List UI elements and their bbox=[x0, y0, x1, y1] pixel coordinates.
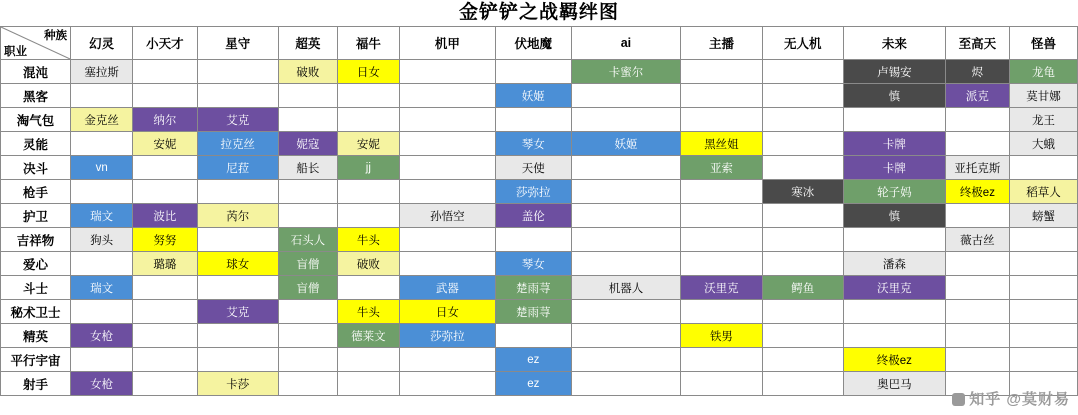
column-header: 福牛 bbox=[337, 27, 399, 60]
empty-cell bbox=[399, 348, 495, 372]
empty-cell bbox=[571, 108, 681, 132]
empty-cell bbox=[278, 324, 337, 348]
empty-cell bbox=[278, 84, 337, 108]
column-header: 超英 bbox=[278, 27, 337, 60]
empty-cell bbox=[681, 228, 762, 252]
champion-cell[interactable]: 慎 bbox=[843, 84, 945, 108]
champion-cell[interactable]: 日女 bbox=[399, 300, 495, 324]
column-header: 星守 bbox=[197, 27, 278, 60]
empty-cell bbox=[571, 300, 681, 324]
empty-cell bbox=[71, 180, 133, 204]
empty-cell bbox=[197, 276, 278, 300]
empty-cell bbox=[762, 84, 843, 108]
champion-cell[interactable]: 安妮 bbox=[133, 132, 197, 156]
column-header: ai bbox=[571, 27, 681, 60]
empty-cell bbox=[762, 132, 843, 156]
empty-cell bbox=[1010, 348, 1078, 372]
champion-cell[interactable]: 天使 bbox=[495, 156, 571, 180]
empty-cell bbox=[681, 60, 762, 84]
empty-cell bbox=[945, 252, 1009, 276]
champion-cell[interactable]: 大蛾 bbox=[1010, 132, 1078, 156]
empty-cell bbox=[133, 180, 197, 204]
champion-cell[interactable]: 破败 bbox=[278, 60, 337, 84]
empty-cell bbox=[762, 300, 843, 324]
empty-cell bbox=[399, 108, 495, 132]
champion-cell[interactable]: ez bbox=[495, 348, 571, 372]
row-header: 吉祥物 bbox=[1, 228, 71, 252]
table-row bbox=[1, 300, 1078, 324]
empty-cell bbox=[571, 372, 681, 396]
empty-cell bbox=[337, 180, 399, 204]
row-header: 爱心 bbox=[1, 252, 71, 276]
empty-cell bbox=[133, 276, 197, 300]
empty-cell bbox=[571, 204, 681, 228]
empty-cell bbox=[197, 348, 278, 372]
table-row bbox=[1, 156, 1078, 180]
empty-cell bbox=[762, 252, 843, 276]
empty-cell bbox=[399, 84, 495, 108]
champion-cell[interactable]: 龙王 bbox=[1010, 108, 1078, 132]
champion-cell[interactable]: 瑞文 bbox=[71, 276, 133, 300]
champion-cell[interactable]: 盖伦 bbox=[495, 204, 571, 228]
champion-cell[interactable]: 努努 bbox=[133, 228, 197, 252]
empty-cell bbox=[197, 180, 278, 204]
empty-cell bbox=[337, 276, 399, 300]
champion-cell[interactable]: vn bbox=[71, 156, 133, 180]
empty-cell bbox=[681, 300, 762, 324]
column-header: 无人机 bbox=[762, 27, 843, 60]
champion-cell[interactable]: 日女 bbox=[337, 60, 399, 84]
empty-cell bbox=[495, 60, 571, 84]
table-row bbox=[1, 276, 1078, 300]
champion-cell[interactable]: 盲僧 bbox=[278, 276, 337, 300]
synergy-table bbox=[0, 26, 1078, 396]
champion-cell[interactable]: 卡蜜尔 bbox=[571, 60, 681, 84]
champion-cell[interactable]: 艾克 bbox=[197, 300, 278, 324]
empty-cell bbox=[945, 348, 1009, 372]
champion-cell[interactable]: 铁男 bbox=[681, 324, 762, 348]
champion-cell[interactable]: 卢锡安 bbox=[843, 60, 945, 84]
champion-cell[interactable]: 拉克丝 bbox=[197, 132, 278, 156]
empty-cell bbox=[278, 348, 337, 372]
row-header: 灵能 bbox=[1, 132, 71, 156]
empty-cell bbox=[681, 252, 762, 276]
table-row bbox=[1, 348, 1078, 372]
empty-cell bbox=[197, 60, 278, 84]
row-header: 射手 bbox=[1, 372, 71, 396]
empty-cell bbox=[337, 204, 399, 228]
row-header: 斗士 bbox=[1, 276, 71, 300]
empty-cell bbox=[1010, 252, 1078, 276]
empty-cell bbox=[495, 324, 571, 348]
table-row bbox=[1, 108, 1078, 132]
champion-cell[interactable]: 牛头 bbox=[337, 300, 399, 324]
row-header: 混沌 bbox=[1, 60, 71, 84]
empty-cell bbox=[197, 228, 278, 252]
empty-cell bbox=[571, 228, 681, 252]
empty-cell bbox=[278, 300, 337, 324]
empty-cell bbox=[399, 228, 495, 252]
empty-cell bbox=[1010, 156, 1078, 180]
champion-cell[interactable]: 金克丝 bbox=[71, 108, 133, 132]
empty-cell bbox=[945, 300, 1009, 324]
empty-cell bbox=[495, 108, 571, 132]
empty-cell bbox=[399, 252, 495, 276]
champion-cell[interactable]: ez bbox=[495, 372, 571, 396]
champion-cell[interactable]: 沃里克 bbox=[843, 276, 945, 300]
watermark bbox=[952, 388, 1070, 409]
empty-cell bbox=[197, 324, 278, 348]
column-header: 小天才 bbox=[133, 27, 197, 60]
empty-cell bbox=[1010, 228, 1078, 252]
table-row bbox=[1, 204, 1078, 228]
table-row bbox=[1, 324, 1078, 348]
empty-cell bbox=[945, 204, 1009, 228]
empty-cell bbox=[681, 204, 762, 228]
empty-cell bbox=[133, 60, 197, 84]
champion-cell[interactable]: 薇古丝 bbox=[945, 228, 1009, 252]
empty-cell bbox=[399, 132, 495, 156]
empty-cell bbox=[399, 372, 495, 396]
champion-cell[interactable]: jj bbox=[337, 156, 399, 180]
champion-cell[interactable]: 莫甘娜 bbox=[1010, 84, 1078, 108]
champion-cell[interactable]: 莎弥拉 bbox=[399, 324, 495, 348]
empty-cell bbox=[571, 252, 681, 276]
empty-cell bbox=[133, 300, 197, 324]
champion-cell[interactable]: 楚雨荨 bbox=[495, 300, 571, 324]
column-header: 幻灵 bbox=[71, 27, 133, 60]
column-header: 怪兽 bbox=[1010, 27, 1078, 60]
empty-cell bbox=[399, 180, 495, 204]
column-header: 未来 bbox=[843, 27, 945, 60]
table-header-row bbox=[1, 27, 1078, 60]
empty-cell bbox=[71, 132, 133, 156]
empty-cell bbox=[681, 108, 762, 132]
champion-cell[interactable]: 艾克 bbox=[197, 108, 278, 132]
empty-cell bbox=[762, 108, 843, 132]
champion-cell[interactable]: 德莱文 bbox=[337, 324, 399, 348]
empty-cell bbox=[133, 372, 197, 396]
champion-cell[interactable]: 卡牌 bbox=[843, 156, 945, 180]
empty-cell bbox=[71, 84, 133, 108]
champion-cell[interactable]: 黑丝姐 bbox=[681, 132, 762, 156]
axis-corner bbox=[1, 27, 71, 60]
empty-cell bbox=[681, 180, 762, 204]
champion-cell[interactable]: 莎弥拉 bbox=[495, 180, 571, 204]
champion-cell[interactable]: 武器 bbox=[399, 276, 495, 300]
champion-cell[interactable]: 琴女 bbox=[495, 132, 571, 156]
axis-label-race: 种族 bbox=[44, 30, 68, 42]
champion-cell[interactable]: 派克 bbox=[945, 84, 1009, 108]
page-title: 金铲铲之战羁绊图 bbox=[458, 2, 619, 23]
empty-cell bbox=[762, 156, 843, 180]
champion-cell[interactable]: 牛头 bbox=[337, 228, 399, 252]
empty-cell bbox=[1010, 324, 1078, 348]
champion-cell[interactable]: 妖姬 bbox=[495, 84, 571, 108]
champion-cell[interactable]: 破败 bbox=[337, 252, 399, 276]
champion-cell[interactable]: 球女 bbox=[197, 252, 278, 276]
champion-cell[interactable]: 卡牌 bbox=[843, 132, 945, 156]
champion-cell[interactable]: 纳尔 bbox=[133, 108, 197, 132]
empty-cell bbox=[399, 60, 495, 84]
champion-cell[interactable]: 鳄鱼 bbox=[762, 276, 843, 300]
empty-cell bbox=[762, 60, 843, 84]
champion-cell[interactable]: 安妮 bbox=[337, 132, 399, 156]
champion-cell[interactable]: 沃里克 bbox=[681, 276, 762, 300]
champion-cell[interactable]: 稻草人 bbox=[1010, 180, 1078, 204]
row-header: 护卫 bbox=[1, 204, 71, 228]
empty-cell bbox=[1010, 276, 1078, 300]
empty-cell bbox=[571, 324, 681, 348]
champion-cell[interactable]: 尼菈 bbox=[197, 156, 278, 180]
column-header: 主播 bbox=[681, 27, 762, 60]
row-header: 平行宇宙 bbox=[1, 348, 71, 372]
champion-cell[interactable]: 楚雨荨 bbox=[495, 276, 571, 300]
empty-cell bbox=[399, 156, 495, 180]
zhihu-logo-icon bbox=[952, 393, 965, 406]
champion-cell[interactable]: 璐璐 bbox=[133, 252, 197, 276]
empty-cell bbox=[681, 84, 762, 108]
champion-cell[interactable]: 狗头 bbox=[71, 228, 133, 252]
empty-cell bbox=[278, 180, 337, 204]
empty-cell bbox=[71, 348, 133, 372]
champion-cell[interactable]: 琴女 bbox=[495, 252, 571, 276]
empty-cell bbox=[133, 324, 197, 348]
champion-cell[interactable]: 卡莎 bbox=[197, 372, 278, 396]
watermark-text: 知乎 @莫财易 bbox=[969, 391, 1070, 408]
column-header: 伏地魔 bbox=[495, 27, 571, 60]
table-body bbox=[1, 60, 1078, 396]
champion-cell[interactable]: 女枪 bbox=[71, 372, 133, 396]
empty-cell bbox=[762, 372, 843, 396]
empty-cell bbox=[133, 348, 197, 372]
champion-cell[interactable]: 终极ez bbox=[945, 180, 1009, 204]
table-row bbox=[1, 132, 1078, 156]
empty-cell bbox=[843, 108, 945, 132]
axis-label-job: 职业 bbox=[4, 46, 27, 58]
champion-cell[interactable]: 波比 bbox=[133, 204, 197, 228]
empty-cell bbox=[571, 180, 681, 204]
empty-cell bbox=[278, 204, 337, 228]
empty-cell bbox=[945, 276, 1009, 300]
champion-cell[interactable]: 潘森 bbox=[843, 252, 945, 276]
empty-cell bbox=[337, 348, 399, 372]
champion-cell[interactable]: 船长 bbox=[278, 156, 337, 180]
row-header: 秘术卫士 bbox=[1, 300, 71, 324]
empty-cell bbox=[71, 300, 133, 324]
row-header: 枪手 bbox=[1, 180, 71, 204]
empty-cell bbox=[843, 300, 945, 324]
row-header: 黑客 bbox=[1, 84, 71, 108]
empty-cell bbox=[571, 84, 681, 108]
column-header: 机甲 bbox=[399, 27, 495, 60]
champion-cell[interactable]: 芮尔 bbox=[197, 204, 278, 228]
table-row bbox=[1, 60, 1078, 84]
champion-cell[interactable]: 终极ez bbox=[843, 348, 945, 372]
column-header: 至高天 bbox=[945, 27, 1009, 60]
empty-cell bbox=[1010, 300, 1078, 324]
empty-cell bbox=[278, 372, 337, 396]
empty-cell bbox=[337, 84, 399, 108]
champion-cell[interactable]: 寒冰 bbox=[762, 180, 843, 204]
empty-cell bbox=[197, 84, 278, 108]
champion-cell[interactable]: 慎 bbox=[843, 204, 945, 228]
champion-cell[interactable]: 奥巴马 bbox=[843, 372, 945, 396]
empty-cell bbox=[843, 228, 945, 252]
empty-cell bbox=[571, 348, 681, 372]
champion-cell[interactable]: 龙龟 bbox=[1010, 60, 1078, 84]
champion-cell[interactable]: 亚索 bbox=[681, 156, 762, 180]
table-row bbox=[1, 180, 1078, 204]
empty-cell bbox=[945, 132, 1009, 156]
empty-cell bbox=[337, 108, 399, 132]
champion-cell[interactable]: 瑞文 bbox=[71, 204, 133, 228]
champion-cell[interactable]: 塞拉斯 bbox=[71, 60, 133, 84]
empty-cell bbox=[762, 324, 843, 348]
champion-cell[interactable]: 孙悟空 bbox=[399, 204, 495, 228]
table-row bbox=[1, 252, 1078, 276]
row-header: 淘气包 bbox=[1, 108, 71, 132]
empty-cell bbox=[278, 108, 337, 132]
empty-cell bbox=[945, 108, 1009, 132]
empty-cell bbox=[762, 204, 843, 228]
empty-cell bbox=[571, 156, 681, 180]
champion-cell[interactable]: 亚托克斯 bbox=[945, 156, 1009, 180]
table-row bbox=[1, 228, 1078, 252]
empty-cell bbox=[843, 324, 945, 348]
champion-cell[interactable]: 女枪 bbox=[71, 324, 133, 348]
champion-cell[interactable]: 机器人 bbox=[571, 276, 681, 300]
empty-cell bbox=[495, 228, 571, 252]
empty-cell bbox=[337, 372, 399, 396]
table-row bbox=[1, 84, 1078, 108]
champion-cell[interactable]: 妖姬 bbox=[571, 132, 681, 156]
champion-cell[interactable]: 烬 bbox=[945, 60, 1009, 84]
champion-cell[interactable]: 石头人 bbox=[278, 228, 337, 252]
row-header: 决斗 bbox=[1, 156, 71, 180]
champion-cell[interactable]: 轮子妈 bbox=[843, 180, 945, 204]
champion-cell[interactable]: 妮寇 bbox=[278, 132, 337, 156]
empty-cell bbox=[681, 348, 762, 372]
empty-cell bbox=[133, 84, 197, 108]
empty-cell bbox=[133, 156, 197, 180]
empty-cell bbox=[681, 372, 762, 396]
empty-cell bbox=[71, 252, 133, 276]
table-row bbox=[1, 372, 1078, 396]
empty-cell bbox=[762, 228, 843, 252]
champion-cell[interactable]: 盲僧 bbox=[278, 252, 337, 276]
row-header: 精英 bbox=[1, 324, 71, 348]
champion-cell[interactable]: 螃蟹 bbox=[1010, 204, 1078, 228]
empty-cell bbox=[945, 324, 1009, 348]
empty-cell bbox=[762, 348, 843, 372]
